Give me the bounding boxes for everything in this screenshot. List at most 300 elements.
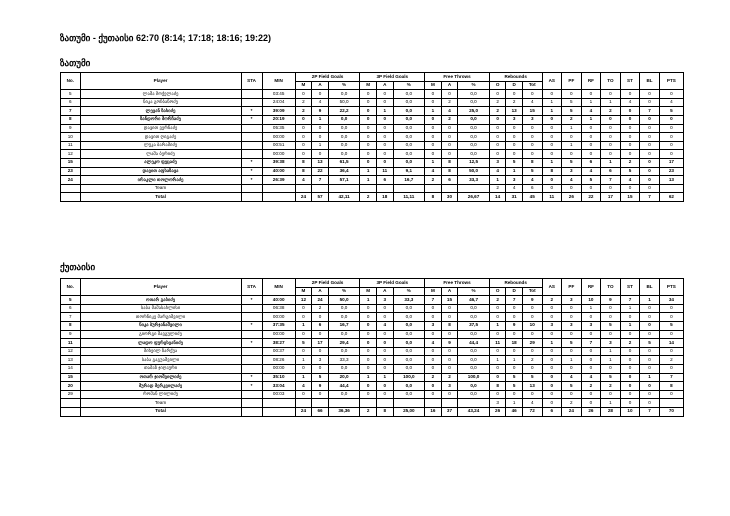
- stat-cell: [61, 407, 81, 416]
- stat-cell: 0: [640, 150, 660, 159]
- stat-cell: 0,0: [393, 339, 425, 348]
- stat-cell: *: [241, 176, 262, 185]
- stat-cell: 0: [506, 124, 523, 133]
- stat-cell: 5: [620, 167, 640, 176]
- stat-cell: 0: [601, 304, 621, 313]
- stat-cell: 00:00: [262, 150, 295, 159]
- stat-cell: 15: [620, 193, 640, 202]
- sub-m: M: [425, 287, 442, 296]
- player-row: [61, 107, 684, 116]
- stat-cell: 0: [542, 399, 562, 408]
- stat-cell: 66: [312, 407, 329, 416]
- stat-cell: 25,0: [458, 107, 490, 116]
- stat-cell: 0: [581, 133, 601, 142]
- stat-cell: 10: [581, 296, 601, 305]
- stat-cell: 20: [61, 382, 81, 391]
- stat-cell: 0: [425, 115, 442, 124]
- stat-cell: 3: [542, 321, 562, 330]
- header-3p: 3P Field Goals: [360, 73, 425, 82]
- stat-cell: 2: [562, 399, 582, 408]
- stat-cell: 17: [659, 158, 683, 167]
- stat-cell: 0,0: [458, 150, 490, 159]
- header-pf: PF: [562, 73, 582, 90]
- stat-cell: 2: [581, 382, 601, 391]
- stat-cell: [393, 184, 425, 193]
- stat-cell: 70: [659, 407, 683, 416]
- stat-cell: 0: [581, 141, 601, 150]
- header-pts: PTS: [659, 279, 683, 296]
- stat-cell: 8: [489, 382, 506, 391]
- stat-cell: 4: [581, 107, 601, 116]
- stat-cell: 0: [542, 124, 562, 133]
- stat-cell: [241, 184, 262, 193]
- player-name-cell: დავით ვერნაძე: [80, 124, 241, 133]
- stat-cell: 62: [659, 193, 683, 202]
- stat-cell: 0: [441, 390, 458, 399]
- stat-cell: [425, 399, 442, 408]
- stat-cell: 0: [640, 356, 660, 365]
- header-no: No.: [61, 73, 81, 90]
- stat-cell: 4: [425, 339, 442, 348]
- stat-cell: 0: [376, 347, 393, 356]
- stat-cell: 0: [601, 184, 621, 193]
- stat-cell: 0: [542, 304, 562, 313]
- stat-cell: 0: [489, 373, 506, 382]
- stat-cell: 0: [295, 364, 312, 373]
- stat-cell: 11: [542, 193, 562, 202]
- stat-cell: [241, 399, 262, 408]
- stat-cell: 1: [542, 339, 562, 348]
- header-bl: BL: [640, 279, 660, 296]
- stat-cell: 4: [620, 176, 640, 185]
- stat-cell: 0: [620, 141, 640, 150]
- stat-cell: 0: [601, 124, 621, 133]
- stat-cell: 1: [376, 107, 393, 116]
- stat-cell: [241, 90, 262, 99]
- sub-pct: %: [328, 81, 360, 90]
- stat-cell: 0,0: [328, 304, 360, 313]
- stat-cell: 0: [360, 321, 377, 330]
- stat-cell: 0: [659, 313, 683, 322]
- stat-cell: 2: [542, 296, 562, 305]
- stat-cell: 5: [659, 321, 683, 330]
- stat-cell: 12: [61, 150, 81, 159]
- stat-cell: 0: [441, 364, 458, 373]
- header-to: TO: [601, 279, 621, 296]
- stat-cell: 57: [312, 193, 329, 202]
- sub-pct: %: [458, 287, 490, 296]
- stat-cell: 0: [640, 390, 660, 399]
- stat-cell: 0: [542, 176, 562, 185]
- player-name-cell: ალეკო ფეცაძე: [80, 158, 241, 167]
- stat-cell: 50,0: [328, 98, 360, 107]
- stat-cell: 15: [61, 158, 81, 167]
- stat-cell: 22: [581, 193, 601, 202]
- stat-cell: 0: [640, 184, 660, 193]
- stat-cell: 0: [640, 124, 660, 133]
- header-to: TO: [601, 73, 621, 90]
- stat-cell: 43,24: [458, 407, 490, 416]
- stat-cell: 0: [659, 347, 683, 356]
- stat-cell: 4: [295, 176, 312, 185]
- player-name-cell: Total: [80, 407, 241, 416]
- stat-cell: [376, 399, 393, 408]
- stat-cell: 38:27: [262, 339, 295, 348]
- stat-cell: 44,4: [328, 382, 360, 391]
- header-no: No.: [61, 279, 81, 296]
- stat-cell: 0,0: [393, 356, 425, 365]
- stat-cell: 0: [542, 115, 562, 124]
- player-name-cell: Team: [80, 184, 241, 193]
- stat-cell: 0,0: [328, 124, 360, 133]
- sub-a: A: [376, 287, 393, 296]
- stat-cell: 6: [61, 98, 81, 107]
- header-rf: RF: [581, 279, 601, 296]
- stat-cell: 5: [601, 321, 621, 330]
- stat-cell: 1: [295, 356, 312, 365]
- stat-cell: 20:19: [262, 115, 295, 124]
- stat-cell: 8: [295, 158, 312, 167]
- stat-cell: 7: [581, 339, 601, 348]
- stat-cell: 2: [360, 407, 377, 416]
- stat-cell: 0,0: [393, 90, 425, 99]
- stat-cell: 0: [441, 90, 458, 99]
- stat-cell: [241, 141, 262, 150]
- stat-cell: 72: [522, 407, 542, 416]
- stat-cell: 0: [360, 98, 377, 107]
- stat-cell: 33:04: [262, 382, 295, 391]
- stat-cell: 17: [601, 193, 621, 202]
- stat-cell: 0: [542, 150, 562, 159]
- stat-cell: 0: [360, 150, 377, 159]
- player-name-cell: Team: [80, 399, 241, 408]
- stat-cell: 0,0: [458, 356, 490, 365]
- player-name-cell: გიორგი შავგულიძე: [80, 330, 241, 339]
- stat-cell: 0: [659, 150, 683, 159]
- stat-cell: 00:00: [262, 133, 295, 142]
- stat-cell: 0: [640, 382, 660, 391]
- stat-cell: 4: [312, 98, 329, 107]
- stat-cell: 1: [640, 296, 660, 305]
- away-stats-body: [61, 296, 684, 416]
- stat-cell: [425, 184, 442, 193]
- stat-cell: 0: [522, 141, 542, 150]
- stat-cell: 0: [601, 133, 621, 142]
- stat-cell: 3: [425, 321, 442, 330]
- sub-pct: %: [328, 287, 360, 296]
- stat-cell: 3: [562, 167, 582, 176]
- stat-cell: 06:38: [262, 304, 295, 313]
- stat-cell: 100,0: [393, 373, 425, 382]
- stat-cell: 5: [562, 158, 582, 167]
- stat-cell: 0,0: [328, 150, 360, 159]
- stat-cell: [360, 184, 377, 193]
- stat-cell: 0: [620, 107, 640, 116]
- stat-cell: 9: [312, 107, 329, 116]
- stat-cell: 26: [489, 407, 506, 416]
- stat-cell: 0: [562, 347, 582, 356]
- player-name-cell: საბა გაგუაშვილი: [80, 356, 241, 365]
- stat-cell: 8: [295, 167, 312, 176]
- stat-cell: 2: [425, 176, 442, 185]
- header-ft: Free Throws: [425, 73, 490, 82]
- stat-cell: 1: [601, 399, 621, 408]
- player-row: [61, 339, 684, 348]
- stat-cell: 0,0: [458, 98, 490, 107]
- stat-cell: 0: [506, 141, 523, 150]
- header-as: AS: [542, 73, 562, 90]
- stat-cell: 5: [312, 373, 329, 382]
- stat-cell: 1: [295, 373, 312, 382]
- stat-cell: 0,0: [458, 90, 490, 99]
- sub-tot: Tot: [522, 81, 542, 90]
- stat-cell: 26,67: [458, 193, 490, 202]
- stat-cell: 9: [522, 296, 542, 305]
- player-name-cell: ლაშა მოქელაძე: [80, 90, 241, 99]
- player-name-cell: დავით აფხაზავა: [80, 167, 241, 176]
- stat-cell: 33,3: [458, 176, 490, 185]
- header-bl: BL: [640, 73, 660, 90]
- team-row: [61, 399, 684, 408]
- stat-cell: 2: [441, 98, 458, 107]
- stat-cell: 24: [562, 407, 582, 416]
- stat-cell: *: [241, 107, 262, 116]
- stat-cell: 13: [659, 176, 683, 185]
- stat-cell: 10: [620, 407, 640, 416]
- stat-cell: 2: [601, 382, 621, 391]
- sub-a: A: [312, 287, 329, 296]
- stat-cell: 0: [506, 390, 523, 399]
- stat-cell: 0: [542, 356, 562, 365]
- stat-cell: 7: [61, 107, 81, 116]
- stat-cell: 2: [659, 356, 683, 365]
- stat-cell: 0: [489, 347, 506, 356]
- header-pts: PTS: [659, 73, 683, 90]
- stat-cell: 29: [522, 339, 542, 348]
- stat-cell: 0,0: [328, 330, 360, 339]
- stat-cell: 0: [542, 330, 562, 339]
- stat-cell: 0,0: [393, 98, 425, 107]
- stat-cell: [241, 133, 262, 142]
- stat-cell: 11: [376, 167, 393, 176]
- sub-d: D: [506, 81, 523, 90]
- stat-cell: 13: [506, 107, 523, 116]
- stat-cell: 5: [506, 373, 523, 382]
- player-row: [61, 176, 684, 185]
- stat-cell: 4: [522, 176, 542, 185]
- stat-cell: 6: [542, 407, 562, 416]
- stat-cell: 1: [562, 141, 582, 150]
- stat-cell: 34: [659, 296, 683, 305]
- stat-cell: 6: [441, 176, 458, 185]
- stat-cell: 0: [601, 313, 621, 322]
- stat-cell: 4: [441, 107, 458, 116]
- stat-cell: 1: [506, 167, 523, 176]
- stat-cell: 35:10: [262, 373, 295, 382]
- stat-cell: 7: [425, 296, 442, 305]
- stat-cell: 0,0: [393, 141, 425, 150]
- player-name-cell: ლაშა ბერიძე: [80, 150, 241, 159]
- page-title: ზათუმი - ქუთაისი 62:70 (8:14; 17:18; 18:16; 19:22): [60, 33, 272, 43]
- stat-cell: 44,4: [458, 339, 490, 348]
- stat-cell: 0: [425, 313, 442, 322]
- stat-cell: *: [241, 373, 262, 382]
- stat-cell: 4: [659, 98, 683, 107]
- stat-cell: 8: [441, 321, 458, 330]
- stat-cell: 3: [562, 321, 582, 330]
- stat-cell: 2: [489, 98, 506, 107]
- player-row: [61, 347, 684, 356]
- stat-cell: *: [241, 321, 262, 330]
- stat-cell: 11: [489, 339, 506, 348]
- stat-cell: 0: [562, 90, 582, 99]
- player-row: [61, 141, 684, 150]
- player-name-cell: ლუკა ბარამიძე: [80, 141, 241, 150]
- stat-cell: 57,1: [328, 176, 360, 185]
- stat-cell: 2: [489, 296, 506, 305]
- stat-cell: 0,0: [393, 382, 425, 391]
- stat-cell: 0: [425, 364, 442, 373]
- stat-cell: 0: [542, 90, 562, 99]
- stat-cell: 0: [506, 330, 523, 339]
- stat-cell: 1: [360, 167, 377, 176]
- stat-cell: 0,0: [393, 364, 425, 373]
- stat-cell: 0: [489, 124, 506, 133]
- stat-cell: 0,0: [458, 133, 490, 142]
- stat-cell: 3: [506, 176, 523, 185]
- stat-cell: 3: [441, 382, 458, 391]
- stat-cell: 1: [312, 141, 329, 150]
- stat-cell: 1: [581, 115, 601, 124]
- stat-cell: [241, 193, 262, 202]
- stat-cell: 18: [506, 339, 523, 348]
- stat-cell: 0: [360, 133, 377, 142]
- header-st: ST: [620, 279, 640, 296]
- stat-cell: 0: [640, 321, 660, 330]
- stat-cell: 0: [425, 150, 442, 159]
- stat-cell: 0: [489, 90, 506, 99]
- stat-cell: 37,5: [458, 321, 490, 330]
- stat-cell: 0: [542, 347, 562, 356]
- stat-cell: 1: [581, 98, 601, 107]
- stat-cell: 2: [562, 115, 582, 124]
- stat-cell: 0: [522, 347, 542, 356]
- stat-cell: 0: [489, 330, 506, 339]
- stat-cell: 1: [295, 321, 312, 330]
- stat-cell: [61, 184, 81, 193]
- stat-cell: 0: [376, 313, 393, 322]
- stat-cell: 10: [61, 133, 81, 142]
- stat-cell: 0: [522, 364, 542, 373]
- stat-cell: 46: [506, 407, 523, 416]
- stat-cell: 0,0: [393, 107, 425, 116]
- stat-cell: 0,0: [393, 304, 425, 313]
- stat-cell: 0,0: [393, 115, 425, 124]
- stat-cell: 0: [360, 330, 377, 339]
- sub-a: A: [441, 81, 458, 90]
- stat-cell: 2: [506, 98, 523, 107]
- stat-cell: 4: [581, 167, 601, 176]
- stat-cell: 2: [522, 356, 542, 365]
- stat-cell: 8: [441, 158, 458, 167]
- stat-cell: 5: [295, 339, 312, 348]
- stat-cell: 0: [295, 124, 312, 133]
- stat-cell: 1: [489, 176, 506, 185]
- stat-cell: 0: [601, 390, 621, 399]
- stat-cell: 18: [376, 193, 393, 202]
- stat-cell: 1: [489, 356, 506, 365]
- stat-cell: 0: [542, 364, 562, 373]
- stat-cell: 0,0: [458, 115, 490, 124]
- stat-cell: 9: [312, 382, 329, 391]
- player-row: [61, 364, 684, 373]
- stat-cell: 0: [425, 124, 442, 133]
- stat-cell: 5: [61, 90, 81, 99]
- stat-cell: 0: [562, 304, 582, 313]
- stat-cell: [241, 390, 262, 399]
- stat-cell: 0: [659, 330, 683, 339]
- stat-cell: 0: [542, 141, 562, 150]
- stat-cell: 0: [425, 390, 442, 399]
- stat-cell: 0: [506, 133, 523, 142]
- stat-cell: 7: [659, 373, 683, 382]
- stat-cell: 0: [360, 158, 377, 167]
- stat-cell: 26: [581, 407, 601, 416]
- stat-cell: 0: [506, 304, 523, 313]
- stat-cell: [328, 399, 360, 408]
- stat-cell: 3: [312, 356, 329, 365]
- stat-cell: 20,0: [328, 373, 360, 382]
- stat-cell: 5: [581, 176, 601, 185]
- stat-cell: 0: [601, 141, 621, 150]
- player-row: [61, 90, 684, 99]
- stat-cell: 0: [441, 356, 458, 365]
- stat-cell: 0: [295, 133, 312, 142]
- stat-cell: 0: [360, 304, 377, 313]
- stat-cell: 12: [61, 347, 81, 356]
- stat-cell: 100,0: [458, 373, 490, 382]
- stat-cell: [441, 399, 458, 408]
- away-stats-table: [60, 278, 684, 417]
- stat-cell: 0: [659, 115, 683, 124]
- team-title-home: ზათუმი: [60, 58, 91, 68]
- stat-cell: 7: [506, 296, 523, 305]
- stat-cell: 1: [425, 158, 442, 167]
- stat-cell: 39:09: [262, 107, 295, 116]
- player-name-cell: ზანდორი მორჩაძე: [80, 115, 241, 124]
- stat-cell: 3: [522, 115, 542, 124]
- stat-cell: *: [241, 339, 262, 348]
- stat-cell: 3: [581, 321, 601, 330]
- stat-cell: 0: [620, 347, 640, 356]
- stat-cell: 0: [640, 133, 660, 142]
- header-rf: RF: [581, 73, 601, 90]
- stat-cell: 5: [601, 373, 621, 382]
- stat-cell: 1: [542, 98, 562, 107]
- stat-cell: 9: [61, 330, 81, 339]
- stat-cell: 6: [376, 176, 393, 185]
- stat-cell: 5: [61, 296, 81, 305]
- stat-cell: 0,0: [328, 133, 360, 142]
- stat-cell: 15: [61, 373, 81, 382]
- stat-cell: 0,0: [393, 321, 425, 330]
- stat-cell: 39:38: [262, 158, 295, 167]
- stat-cell: 0: [441, 133, 458, 142]
- stat-cell: 2: [489, 107, 506, 116]
- stat-cell: 15: [522, 107, 542, 116]
- stat-cell: [262, 407, 295, 416]
- stat-cell: 9,1: [393, 167, 425, 176]
